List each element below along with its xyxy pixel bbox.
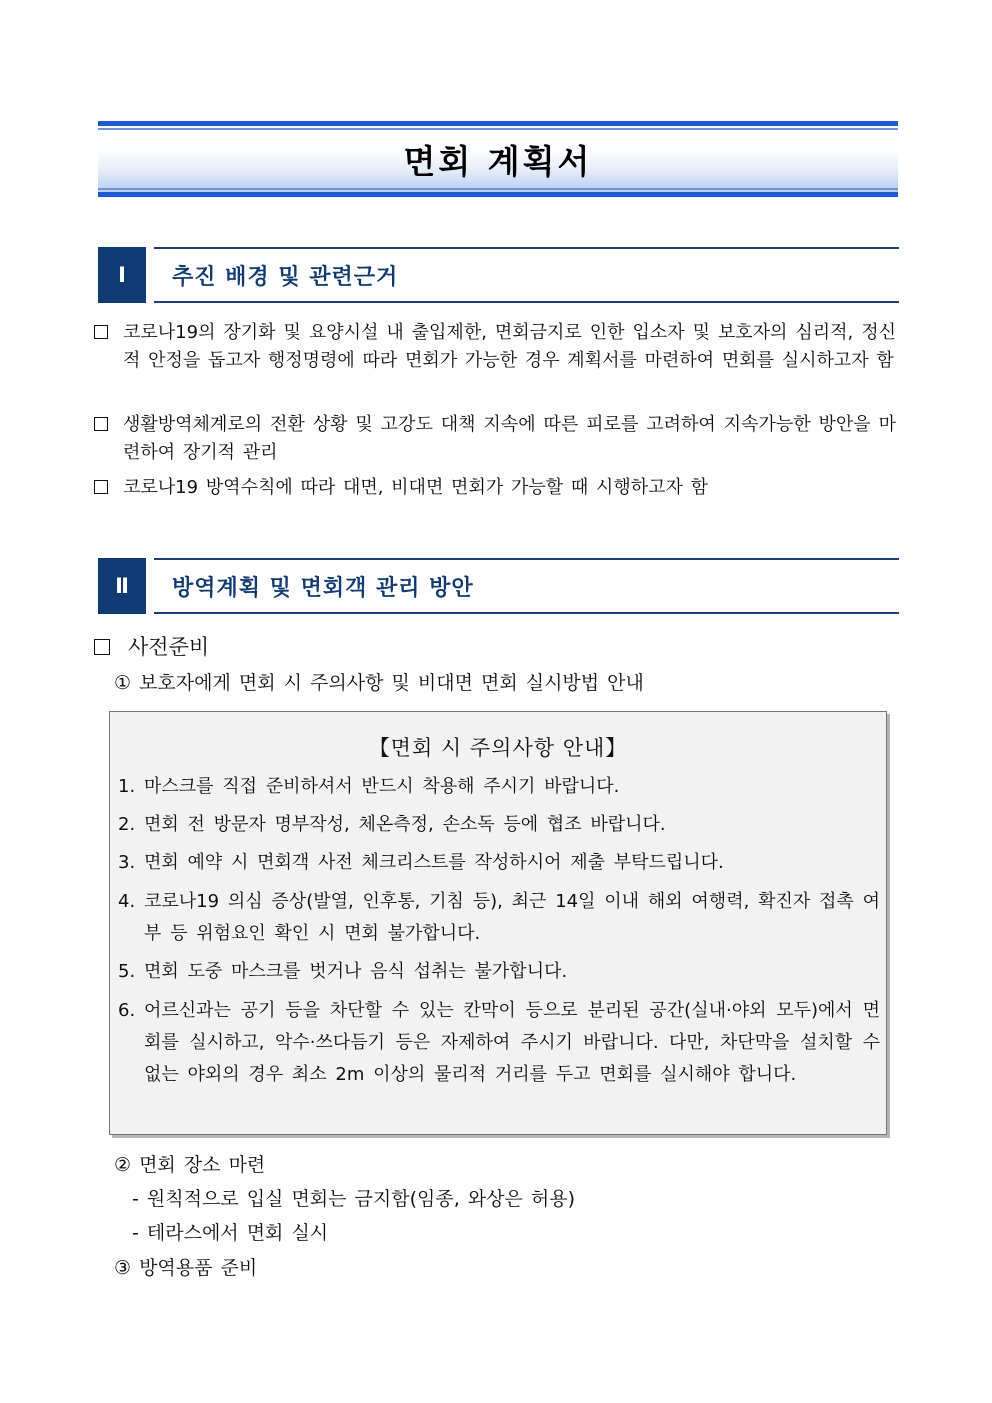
document-title: 면회 계획서 <box>403 141 593 181</box>
section-header-2 <box>98 558 899 614</box>
subsection-title: 사전준비 <box>128 635 210 659</box>
prep-item-1: ① 보호자에게 면회 시 주의사항 및 비대면 면회 실시방법 안내 <box>114 672 644 694</box>
section-header-1 <box>98 247 899 303</box>
bullet-text: 코로나19 방역수칙에 따라 대면, 비대면 면회가 가능할 때 시행하고자 함 <box>123 477 708 498</box>
notice-item-text: 면회 전 방문자 명부작성, 체온측정, 손소독 등에 협조 바랍니다. <box>144 814 666 835</box>
bullet-item <box>94 474 896 502</box>
prep-item-3: ③ 방역용품 준비 <box>114 1257 258 1279</box>
checkbox-square-icon <box>94 480 108 494</box>
checkbox-square-icon <box>94 417 108 431</box>
notice-item-number: 3. <box>118 852 136 873</box>
notice-item-text: 면회 도중 마스크를 벗거나 음식 섭취는 불가합니다. <box>144 961 568 982</box>
notice-title: 【면회 시 주의사항 안내】 <box>368 736 628 760</box>
notice-item <box>118 847 880 879</box>
section-number: Ⅰ <box>98 247 146 303</box>
notice-item <box>118 956 880 988</box>
document-title-banner <box>98 121 898 197</box>
notice-item-number: 4. <box>118 891 136 912</box>
prep-item-2-sub: - 원칙적으로 입실 면회는 금지함(임종, 와상은 허용) <box>132 1188 576 1210</box>
notice-item-number: 5. <box>118 961 136 982</box>
subsection-heading <box>94 632 209 662</box>
section-number: Ⅱ <box>98 558 146 614</box>
notice-item-number: 2. <box>118 814 136 835</box>
section-rule-bottom <box>154 301 899 303</box>
section-rule-bottom <box>154 612 899 614</box>
bullet-text: 생활방역체계로의 전환 상황 및 고강도 대책 지속에 따른 피로를 고려하여 지속가능한 방안을 마련하여 장기적 관리 <box>123 414 896 463</box>
bullet-item <box>94 319 896 375</box>
bullet-text: 코로나19의 장기화 및 요양시설 내 출입제한, 면회금지로 인한 입소자 및 보호자의 심리적, 정신적 안정을 돕고자 행정명령에 따라 면회가 가능한 경우 계획서를 마련하여 면회를 실시하고자 함 <box>123 322 896 371</box>
notice-item-text: 코로나19 의심 증상(발열, 인후통, 기침 등), 최근 14일 이내 해외 여행력, 확진자 접촉 여부 등 위험요인 확인 시 면회 불가합니다. <box>144 891 880 944</box>
section-title: 추진 배경 및 관련근거 <box>172 264 399 290</box>
bullet-item <box>94 411 896 467</box>
notice-item-number: 6. <box>118 1000 136 1021</box>
notice-item-text: 면회 예약 시 면회객 사전 체크리스트를 작성하시어 제출 부탁드립니다. <box>144 852 724 873</box>
notice-item <box>118 771 880 803</box>
notice-item <box>118 886 880 950</box>
notice-item <box>118 995 880 1091</box>
notice-item-text: 어르신과는 공기 등을 차단할 수 있는 칸막이 등으로 분리된 공간(실내·야외 모두)에서 면회를 실시하고, 악수·쓰다듬기 등은 자제하여 주시기 바랍니다. 다만, 차단막을 설치할 수 없는 야외의 경우 최소 2m 이상의 물리적 거리를 두고 면회를 실시해야 합니다. <box>144 1000 880 1085</box>
checkbox-square-icon <box>94 639 110 655</box>
prep-item-2-sub: - 테라스에서 면회 실시 <box>132 1222 329 1244</box>
notice-item <box>118 809 880 841</box>
prep-item-2: ② 면회 장소 마련 <box>114 1154 266 1176</box>
checkbox-square-icon <box>94 325 108 339</box>
section-title: 방역계획 및 면회객 관리 방안 <box>172 575 474 601</box>
notice-item-text: 마스크를 직접 준비하셔서 반드시 착용해 주시기 바랍니다. <box>144 776 620 797</box>
notice-box <box>109 711 887 1135</box>
notice-item-number: 1. <box>118 776 136 797</box>
